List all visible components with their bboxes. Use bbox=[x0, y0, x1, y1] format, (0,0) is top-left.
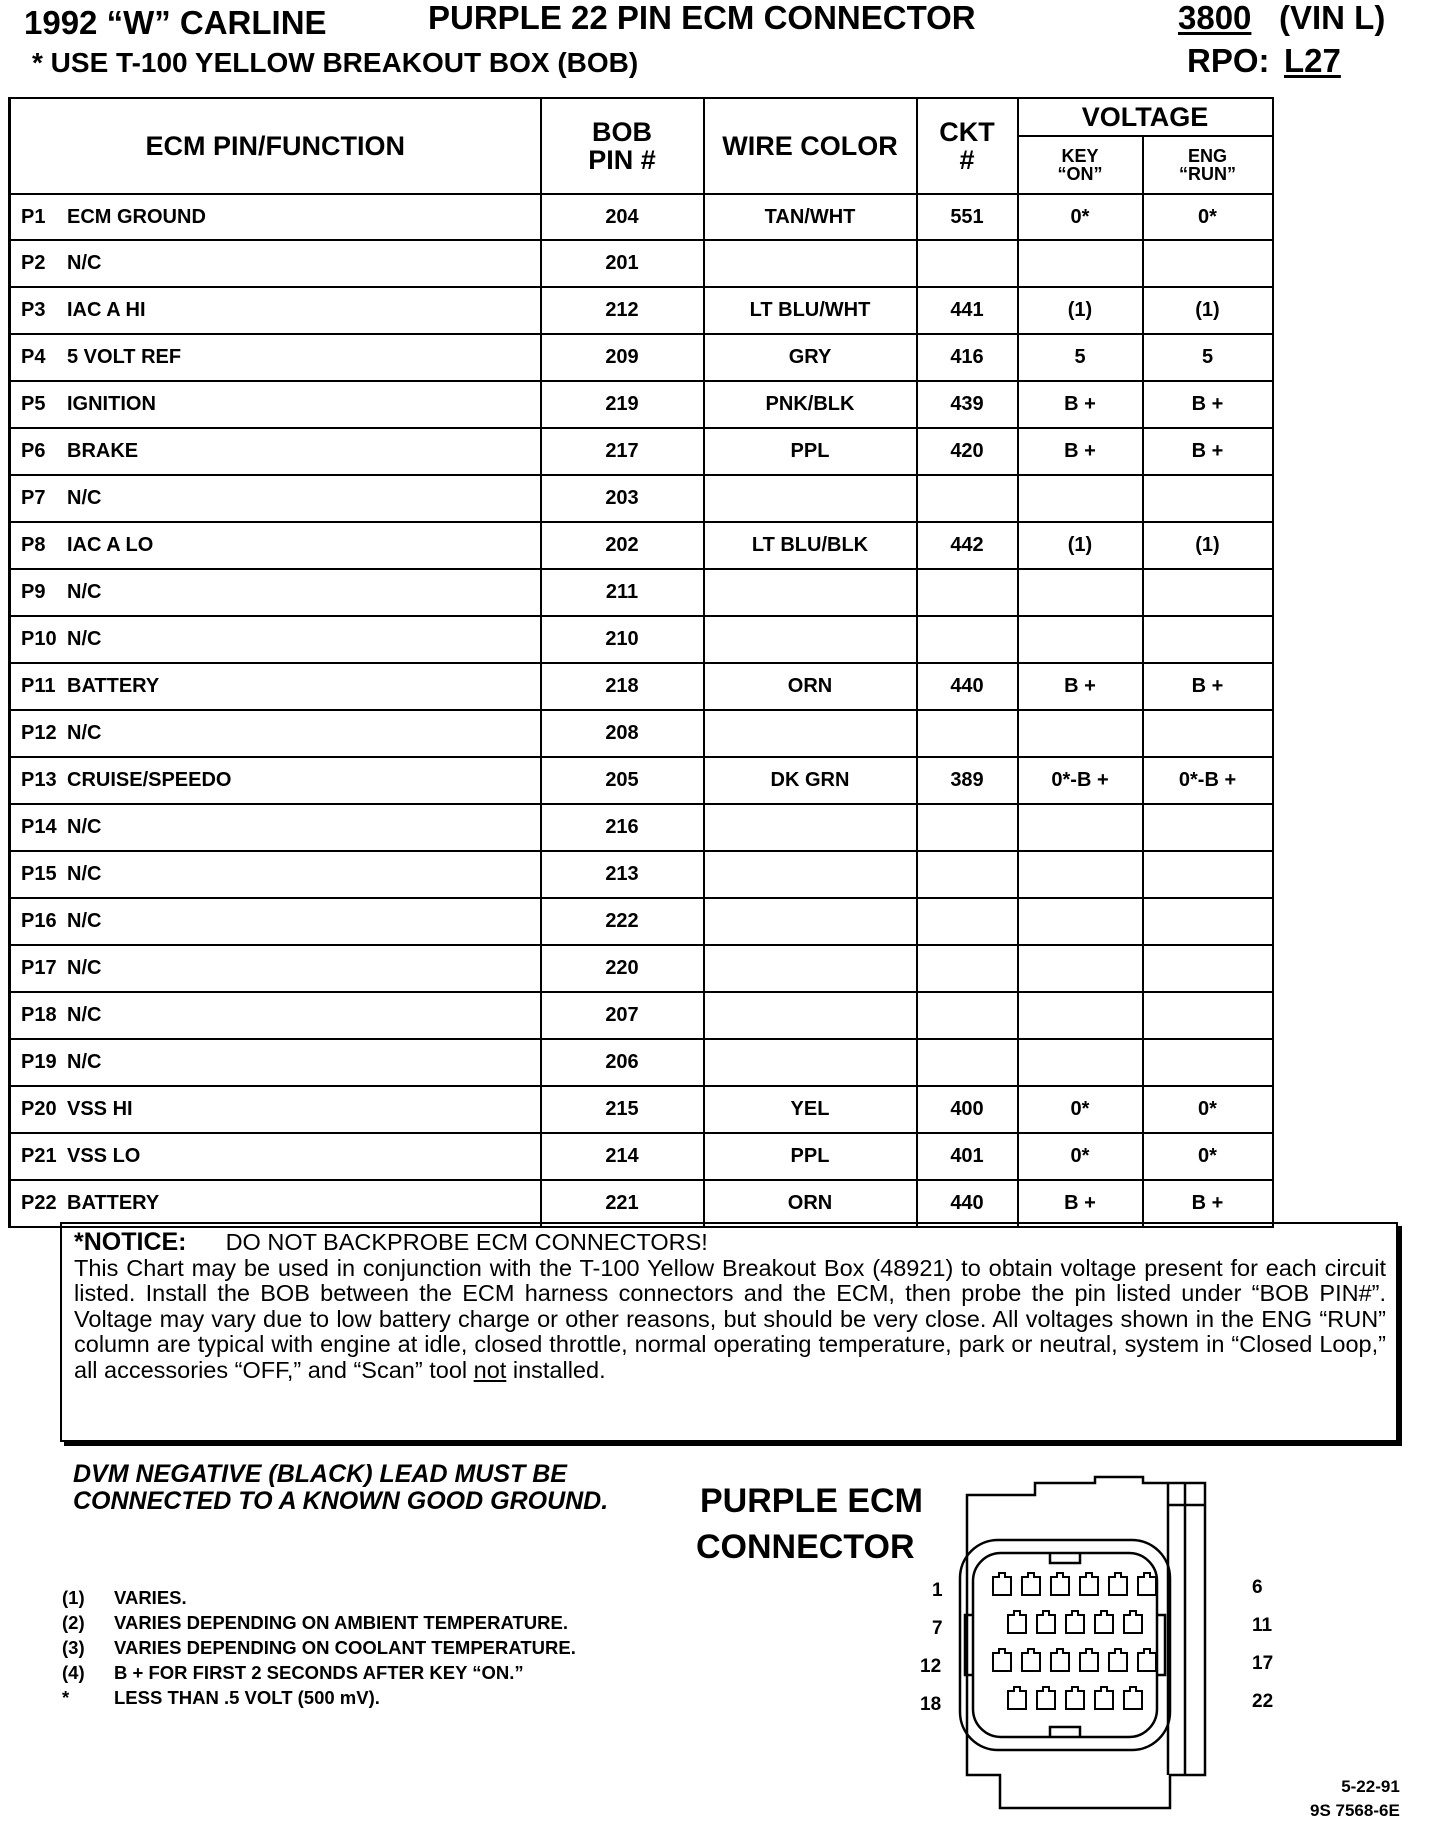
cell-key-on: (1) bbox=[1018, 287, 1143, 334]
table-row bbox=[10, 1086, 1273, 1133]
rpo-label: RPO: bbox=[1187, 42, 1270, 79]
cell-eng-run: B + bbox=[1143, 381, 1273, 428]
cell-function: IAC A LO bbox=[67, 534, 154, 556]
cell-pin: P9 bbox=[21, 581, 46, 603]
cell-function: IGNITION bbox=[67, 393, 156, 415]
cell-bob-pin: 206 bbox=[541, 1039, 704, 1086]
cell-eng-run: (1) bbox=[1143, 287, 1273, 334]
note-item: (4) B + FOR FIRST 2 SECONDS AFTER KEY “ON.” bbox=[62, 1662, 524, 1683]
cell-eng-run bbox=[1143, 851, 1273, 898]
cell-bob-pin: 221 bbox=[541, 1180, 704, 1227]
connector-diagram bbox=[955, 1475, 1255, 1815]
pin-label-11: 11 bbox=[1252, 1615, 1273, 1636]
connector-pins bbox=[993, 1573, 1156, 1709]
cell-bob-pin: 217 bbox=[541, 428, 704, 475]
header-pin-function: ECM PIN/FUNCTION bbox=[10, 98, 541, 194]
header-voltage: VOLTAGE bbox=[1018, 98, 1273, 136]
cell-pin-function bbox=[10, 522, 541, 569]
cell-eng-run: (1) bbox=[1143, 522, 1273, 569]
subtitle: * USE T-100 YELLOW BREAKOUT BOX (BOB) bbox=[32, 47, 639, 78]
cell-wire-color bbox=[704, 475, 917, 522]
cell-eng-run: 5 bbox=[1143, 334, 1273, 381]
cell-key-on bbox=[1018, 569, 1143, 616]
cell-bob-pin: 211 bbox=[541, 569, 704, 616]
header-wire-color: WIRE COLOR bbox=[704, 98, 917, 194]
table-row bbox=[10, 194, 1273, 240]
cell-key-on: (1) bbox=[1018, 522, 1143, 569]
cell-pin-function bbox=[10, 945, 541, 992]
pin-cavity bbox=[1095, 1611, 1113, 1633]
cell-function: VSS LO bbox=[67, 1145, 141, 1167]
pin-cavity bbox=[1066, 1611, 1084, 1633]
pin-table-body bbox=[10, 194, 1273, 1227]
cell-pin-function bbox=[10, 569, 541, 616]
pin-cavity bbox=[1066, 1687, 1084, 1709]
cell-key-on: 0* bbox=[1018, 194, 1143, 240]
cell-pin: P17 bbox=[21, 957, 57, 979]
cell-key-on: B + bbox=[1018, 1180, 1143, 1227]
cell-ckt: 439 bbox=[917, 381, 1018, 428]
notice-body: This Chart may be used in conjunction with the T-100 Yellow Breakout Box (48921) to obtain voltage present for each circuit listed. Install the BOB between the ECM harness connectors and the ECM, then probe the pin listed under “BOB PIN#”. Voltage may vary due to low battery charge or other reasons, but should be very close. All voltages shown in the ENG “RUN” column are typical with engine at idle, closed throttle, normal operating temperature, park or neutral, system in “Closed Loop,” all accessories “OFF,” and “Scan” tool not installed. bbox=[74, 1254, 1386, 1383]
pin-cavity bbox=[1080, 1573, 1098, 1595]
pin-cavity bbox=[1051, 1649, 1069, 1671]
cell-ckt bbox=[917, 804, 1018, 851]
footer-code: 9S 7568-6E bbox=[1310, 1801, 1400, 1820]
cell-wire-color: YEL bbox=[704, 1086, 917, 1133]
cell-key-on bbox=[1018, 851, 1143, 898]
cell-wire-color: GRY bbox=[704, 334, 917, 381]
cell-key-on: 0*-B + bbox=[1018, 757, 1143, 804]
cell-bob-pin: 202 bbox=[541, 522, 704, 569]
cell-bob-pin: 219 bbox=[541, 381, 704, 428]
cell-pin: P7 bbox=[21, 487, 46, 509]
cell-function: N/C bbox=[67, 1051, 102, 1073]
cell-bob-pin: 215 bbox=[541, 1086, 704, 1133]
header-key-on: KEY “ON” bbox=[1018, 136, 1143, 194]
cell-key-on bbox=[1018, 1039, 1143, 1086]
cell-bob-pin: 220 bbox=[541, 945, 704, 992]
cell-ckt: 440 bbox=[917, 663, 1018, 710]
cell-pin-function bbox=[10, 851, 541, 898]
cell-wire-color: TAN/WHT bbox=[704, 194, 917, 240]
cell-pin: P1 bbox=[21, 205, 46, 228]
cell-wire-color bbox=[704, 992, 917, 1039]
cell-eng-run bbox=[1143, 475, 1273, 522]
cell-pin-function bbox=[10, 1133, 541, 1180]
cell-eng-run bbox=[1143, 616, 1273, 663]
cell-key-on: 0* bbox=[1018, 1133, 1143, 1180]
cell-bob-pin: 208 bbox=[541, 710, 704, 757]
note-item: (1) VARIES. bbox=[62, 1587, 187, 1608]
pin-cavity bbox=[1037, 1611, 1055, 1633]
cell-bob-pin: 212 bbox=[541, 287, 704, 334]
cell-pin-function bbox=[10, 240, 541, 287]
cell-bob-pin: 222 bbox=[541, 898, 704, 945]
cell-eng-run bbox=[1143, 569, 1273, 616]
pin-cavity bbox=[1037, 1687, 1055, 1709]
cell-wire-color bbox=[704, 240, 917, 287]
header-eng-run: ENG “RUN” bbox=[1143, 136, 1273, 194]
cell-function: 5 VOLT REF bbox=[67, 346, 182, 368]
cell-pin-function bbox=[10, 475, 541, 522]
cell-pin: P8 bbox=[21, 534, 46, 556]
cell-function: N/C bbox=[67, 487, 102, 509]
cell-eng-run: B + bbox=[1143, 1180, 1273, 1227]
cell-bob-pin: 214 bbox=[541, 1133, 704, 1180]
dvm-warning: DVM NEGATIVE (BLACK) LEAD MUST BE CONNECTED TO A KNOWN GOOD GROUND. bbox=[73, 1460, 609, 1515]
table-row bbox=[10, 287, 1273, 334]
cell-function: BATTERY bbox=[67, 1192, 160, 1214]
cell-ckt: 440 bbox=[917, 1180, 1018, 1227]
cell-pin: P21 bbox=[21, 1145, 57, 1167]
cell-wire-color bbox=[704, 945, 917, 992]
cell-pin: P2 bbox=[21, 252, 46, 274]
cell-key-on bbox=[1018, 992, 1143, 1039]
cell-eng-run bbox=[1143, 804, 1273, 851]
cell-function: N/C bbox=[67, 581, 102, 603]
cell-pin-function bbox=[10, 992, 541, 1039]
cell-pin: P4 bbox=[21, 346, 46, 368]
pin-label-22: 22 bbox=[1252, 1691, 1274, 1712]
cell-pin: P18 bbox=[21, 1004, 57, 1026]
rpo-value: L27 bbox=[1284, 42, 1341, 79]
table-row bbox=[10, 1180, 1273, 1227]
pin-label-12: 12 bbox=[920, 1656, 942, 1677]
cell-key-on bbox=[1018, 475, 1143, 522]
cell-pin: P22 bbox=[21, 1192, 57, 1214]
cell-eng-run: B + bbox=[1143, 428, 1273, 475]
pin-cavity bbox=[1124, 1611, 1142, 1633]
note-item: (3) VARIES DEPENDING ON COOLANT TEMPERATURE. bbox=[62, 1637, 576, 1658]
cell-bob-pin: 210 bbox=[541, 616, 704, 663]
pin-cavity bbox=[1109, 1573, 1127, 1595]
table-row bbox=[10, 804, 1273, 851]
cell-function: CRUISE/SPEEDO bbox=[67, 769, 232, 791]
cell-ckt bbox=[917, 851, 1018, 898]
cell-eng-run bbox=[1143, 992, 1273, 1039]
connector-body bbox=[960, 1477, 1205, 1808]
cell-wire-color: PPL bbox=[704, 428, 917, 475]
cell-pin: P10 bbox=[21, 628, 57, 650]
cell-pin-function bbox=[10, 1180, 541, 1227]
cell-pin-function bbox=[10, 1039, 541, 1086]
notes-list bbox=[62, 1585, 576, 1710]
cell-wire-color bbox=[704, 851, 917, 898]
cell-bob-pin: 204 bbox=[541, 194, 704, 240]
table-row bbox=[10, 428, 1273, 475]
page-title: PURPLE 22 PIN ECM CONNECTOR bbox=[428, 0, 976, 36]
cell-function: N/C bbox=[67, 722, 102, 744]
table-row bbox=[10, 945, 1273, 992]
table-row bbox=[10, 1039, 1273, 1086]
pin-label-17: 17 bbox=[1252, 1653, 1274, 1674]
cell-ckt bbox=[917, 1039, 1018, 1086]
table-row bbox=[10, 569, 1273, 616]
notice-label: *NOTICE: bbox=[74, 1228, 187, 1256]
table-row bbox=[10, 898, 1273, 945]
table-row bbox=[10, 522, 1273, 569]
cell-wire-color: PPL bbox=[704, 1133, 917, 1180]
cell-key-on bbox=[1018, 616, 1143, 663]
cell-ckt bbox=[917, 616, 1018, 663]
cell-eng-run: 0* bbox=[1143, 1133, 1273, 1180]
cell-ckt bbox=[917, 475, 1018, 522]
pin-label-6: 6 bbox=[1252, 1577, 1263, 1598]
engine-code: 3800 bbox=[1178, 0, 1252, 36]
pin-cavity bbox=[1022, 1573, 1040, 1595]
table-row bbox=[10, 381, 1273, 428]
table-row bbox=[10, 710, 1273, 757]
cell-eng-run: 0* bbox=[1143, 1086, 1273, 1133]
pin-cavity bbox=[1095, 1687, 1113, 1709]
pin-cavity bbox=[993, 1573, 1011, 1595]
cell-pin-function bbox=[10, 381, 541, 428]
cell-function: N/C bbox=[67, 252, 102, 274]
table-row bbox=[10, 616, 1273, 663]
cell-ckt bbox=[917, 569, 1018, 616]
cell-eng-run bbox=[1143, 240, 1273, 287]
cell-key-on: 5 bbox=[1018, 334, 1143, 381]
vin-code: (VIN L) bbox=[1279, 0, 1386, 36]
cell-wire-color: PNK/BLK bbox=[704, 381, 917, 428]
table-row bbox=[10, 992, 1273, 1039]
cell-pin: P20 bbox=[21, 1098, 57, 1120]
pin-cavity bbox=[1022, 1649, 1040, 1671]
cell-pin: P15 bbox=[21, 863, 57, 885]
cell-bob-pin: 205 bbox=[541, 757, 704, 804]
note-item: (2) VARIES DEPENDING ON AMBIENT TEMPERATURE. bbox=[62, 1612, 568, 1633]
cell-eng-run bbox=[1143, 1039, 1273, 1086]
cell-function: VSS HI bbox=[67, 1098, 133, 1120]
cell-key-on: 0* bbox=[1018, 1086, 1143, 1133]
notice-box bbox=[60, 1222, 1398, 1442]
cell-wire-color: DK GRN bbox=[704, 757, 917, 804]
cell-pin: P12 bbox=[21, 722, 57, 744]
cell-pin-function bbox=[10, 616, 541, 663]
cell-bob-pin: 207 bbox=[541, 992, 704, 1039]
cell-pin: P13 bbox=[21, 769, 57, 791]
cell-ckt bbox=[917, 945, 1018, 992]
cell-wire-color bbox=[704, 898, 917, 945]
cell-pin-function bbox=[10, 428, 541, 475]
cell-ckt: 551 bbox=[917, 194, 1018, 240]
table-row bbox=[10, 334, 1273, 381]
cell-key-on bbox=[1018, 240, 1143, 287]
cell-bob-pin: 209 bbox=[541, 334, 704, 381]
cell-ckt: 442 bbox=[917, 522, 1018, 569]
cell-pin-function bbox=[10, 334, 541, 381]
cell-function: N/C bbox=[67, 957, 102, 979]
cell-pin: P11 bbox=[21, 675, 56, 697]
cell-function: N/C bbox=[67, 863, 102, 885]
cell-function: ECM GROUND bbox=[67, 205, 206, 228]
cell-function: N/C bbox=[67, 816, 102, 838]
cell-ckt bbox=[917, 710, 1018, 757]
cell-bob-pin: 216 bbox=[541, 804, 704, 851]
cell-pin-function bbox=[10, 1086, 541, 1133]
cell-eng-run bbox=[1143, 898, 1273, 945]
cell-function: N/C bbox=[67, 628, 102, 650]
cell-pin: P3 bbox=[21, 299, 46, 321]
cell-ckt bbox=[917, 240, 1018, 287]
cell-key-on bbox=[1018, 710, 1143, 757]
cell-bob-pin: 213 bbox=[541, 851, 704, 898]
notice-headline: DO NOT BACKPROBE ECM CONNECTORS! bbox=[225, 1229, 708, 1255]
cell-wire-color bbox=[704, 569, 917, 616]
cell-ckt bbox=[917, 992, 1018, 1039]
table-row bbox=[10, 475, 1273, 522]
carline-title: 1992 “W” CARLINE bbox=[24, 4, 327, 41]
cell-pin-function bbox=[10, 287, 541, 334]
cell-ckt: 389 bbox=[917, 757, 1018, 804]
notice-not: not bbox=[473, 1356, 507, 1383]
cell-wire-color: ORN bbox=[704, 1180, 917, 1227]
cell-eng-run: 0*-B + bbox=[1143, 757, 1273, 804]
cell-key-on bbox=[1018, 804, 1143, 851]
cell-eng-run: B + bbox=[1143, 663, 1273, 710]
cell-pin: P6 bbox=[21, 440, 46, 462]
pin-table bbox=[8, 97, 1274, 1228]
cell-ckt: 441 bbox=[917, 287, 1018, 334]
cell-function: N/C bbox=[67, 910, 102, 932]
cell-bob-pin: 203 bbox=[541, 475, 704, 522]
cell-wire-color bbox=[704, 710, 917, 757]
cell-pin: P14 bbox=[21, 816, 57, 838]
cell-wire-color bbox=[704, 1039, 917, 1086]
footer bbox=[1310, 1775, 1400, 1823]
cell-pin: P5 bbox=[21, 393, 46, 415]
cell-pin: P16 bbox=[21, 910, 57, 932]
pin-cavity bbox=[1008, 1611, 1026, 1633]
pin-cavity bbox=[1109, 1649, 1127, 1671]
pin-cavity bbox=[1138, 1649, 1156, 1671]
pin-cavity bbox=[1008, 1687, 1026, 1709]
cell-pin-function bbox=[10, 757, 541, 804]
cell-pin-function bbox=[10, 898, 541, 945]
cell-ckt bbox=[917, 898, 1018, 945]
cell-key-on: B + bbox=[1018, 663, 1143, 710]
connector-title: PURPLE ECM CONNECTOR bbox=[696, 1482, 923, 1566]
cell-wire-color: ORN bbox=[704, 663, 917, 710]
cell-key-on: B + bbox=[1018, 428, 1143, 475]
cell-ckt: 420 bbox=[917, 428, 1018, 475]
cell-eng-run bbox=[1143, 945, 1273, 992]
cell-function: BRAKE bbox=[67, 440, 139, 462]
table-row bbox=[10, 851, 1273, 898]
cell-wire-color: LT BLU/WHT bbox=[704, 287, 917, 334]
cell-bob-pin: 218 bbox=[541, 663, 704, 710]
cell-pin-function bbox=[10, 804, 541, 851]
pin-label-7: 7 bbox=[932, 1618, 943, 1639]
pin-label-1: 1 bbox=[932, 1580, 943, 1601]
note-item: * LESS THAN .5 VOLT (500 mV). bbox=[62, 1687, 380, 1708]
cell-ckt: 416 bbox=[917, 334, 1018, 381]
cell-ckt: 401 bbox=[917, 1133, 1018, 1180]
cell-pin-function bbox=[10, 194, 541, 240]
cell-key-on bbox=[1018, 898, 1143, 945]
cell-pin-function bbox=[10, 663, 541, 710]
cell-wire-color bbox=[704, 616, 917, 663]
pin-cavity bbox=[1124, 1687, 1142, 1709]
footer-date: 5-22-91 bbox=[1341, 1777, 1400, 1796]
pin-cavity bbox=[1051, 1573, 1069, 1595]
cell-function: IAC A HI bbox=[67, 299, 146, 321]
cell-key-on: B + bbox=[1018, 381, 1143, 428]
cell-bob-pin: 201 bbox=[541, 240, 704, 287]
pin-label-18: 18 bbox=[920, 1694, 942, 1715]
cell-pin: P19 bbox=[21, 1051, 57, 1073]
cell-wire-color: LT BLU/BLK bbox=[704, 522, 917, 569]
cell-eng-run: 0* bbox=[1143, 194, 1273, 240]
table-row bbox=[10, 757, 1273, 804]
pin-cavity bbox=[1138, 1573, 1156, 1595]
pin-cavity bbox=[993, 1649, 1011, 1671]
cell-eng-run bbox=[1143, 710, 1273, 757]
cell-wire-color bbox=[704, 804, 917, 851]
header-bob-pin: BOB PIN # bbox=[541, 98, 704, 194]
table-row bbox=[10, 240, 1273, 287]
header-ckt: CKT # bbox=[917, 98, 1018, 194]
table-row bbox=[10, 663, 1273, 710]
table-row bbox=[10, 1133, 1273, 1180]
cell-pin-function bbox=[10, 710, 541, 757]
cell-ckt: 400 bbox=[917, 1086, 1018, 1133]
cell-key-on bbox=[1018, 945, 1143, 992]
pin-cavity bbox=[1080, 1649, 1098, 1671]
cell-function: BATTERY bbox=[67, 675, 160, 697]
cell-function: N/C bbox=[67, 1004, 102, 1026]
